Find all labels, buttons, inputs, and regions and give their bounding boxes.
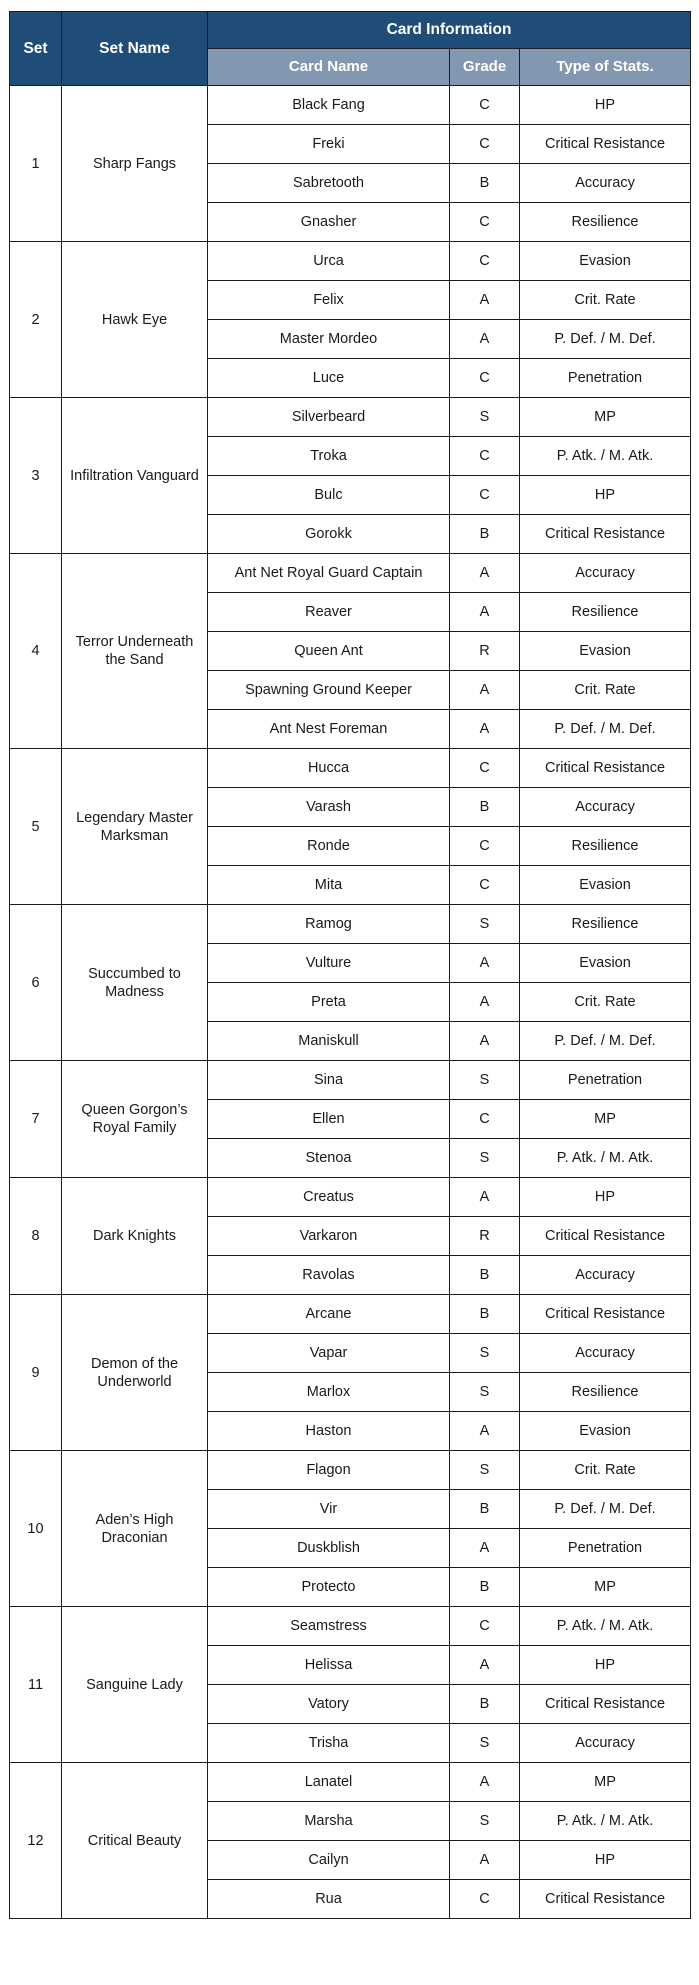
set-number-cell: 11 xyxy=(10,1607,62,1763)
stat-type-cell: P. Def. / M. Def. xyxy=(520,1022,691,1061)
stat-type-cell: HP xyxy=(520,1646,691,1685)
card-name-cell: Ronde xyxy=(208,827,450,866)
card-name-cell: Black Fang xyxy=(208,86,450,125)
card-name-cell: Vir xyxy=(208,1490,450,1529)
stat-type-cell: Critical Resistance xyxy=(520,1295,691,1334)
stat-type-cell: Penetration xyxy=(520,1529,691,1568)
card-name-cell: Spawning Ground Keeper xyxy=(208,671,450,710)
stat-type-cell: Resilience xyxy=(520,203,691,242)
stat-type-cell: Evasion xyxy=(520,944,691,983)
set-number-cell: 7 xyxy=(10,1061,62,1178)
stat-type-cell: Critical Resistance xyxy=(520,1217,691,1256)
card-name-cell: Urca xyxy=(208,242,450,281)
stat-type-cell: P. Atk. / M. Atk. xyxy=(520,1802,691,1841)
card-name-cell: Ramog xyxy=(208,905,450,944)
stat-type-cell: Evasion xyxy=(520,866,691,905)
card-name-cell: Sina xyxy=(208,1061,450,1100)
card-name-cell: Ellen xyxy=(208,1100,450,1139)
card-name-cell: Freki xyxy=(208,125,450,164)
card-name-cell: Lanatel xyxy=(208,1763,450,1802)
set-name-cell: Dark Knights xyxy=(62,1178,208,1295)
card-name-cell: Cailyn xyxy=(208,1841,450,1880)
grade-cell: C xyxy=(450,86,520,125)
grade-cell: C xyxy=(450,437,520,476)
grade-cell: S xyxy=(450,1334,520,1373)
stat-type-cell: Evasion xyxy=(520,242,691,281)
card-name-cell: Gnasher xyxy=(208,203,450,242)
stat-type-cell: Resilience xyxy=(520,827,691,866)
set-number-cell: 6 xyxy=(10,905,62,1061)
stat-type-cell: Critical Resistance xyxy=(520,1880,691,1919)
grade-cell: C xyxy=(450,1607,520,1646)
set-number-cell: 10 xyxy=(10,1451,62,1607)
grade-cell: B xyxy=(450,1490,520,1529)
card-name-cell: Stenoa xyxy=(208,1139,450,1178)
table-body xyxy=(10,86,691,1919)
grade-cell: C xyxy=(450,125,520,164)
type-column-header: Type of Stats. xyxy=(520,49,691,86)
table-row xyxy=(10,1178,691,1217)
card-information-header: Card Information xyxy=(208,12,691,49)
set-name-cell: Aden’s High Draconian xyxy=(62,1451,208,1607)
stat-type-cell: Crit. Rate xyxy=(520,671,691,710)
card-name-cell: Arcane xyxy=(208,1295,450,1334)
grade-cell: C xyxy=(450,1100,520,1139)
grade-cell: C xyxy=(450,749,520,788)
card-sets-table xyxy=(9,11,691,1919)
set-name-cell: Terror Underneath the Sand xyxy=(62,554,208,749)
card-name-cell: Duskblish xyxy=(208,1529,450,1568)
card-name-cell: Sabretooth xyxy=(208,164,450,203)
set-column-header: Set xyxy=(10,12,62,86)
table-row xyxy=(10,905,691,944)
stat-type-cell: Evasion xyxy=(520,1412,691,1451)
card-name-cell: Trisha xyxy=(208,1724,450,1763)
stat-type-cell: Accuracy xyxy=(520,554,691,593)
grade-column-header: Grade xyxy=(450,49,520,86)
stat-type-cell: HP xyxy=(520,86,691,125)
stat-type-cell: P. Atk. / M. Atk. xyxy=(520,1607,691,1646)
set-number-cell: 8 xyxy=(10,1178,62,1295)
grade-cell: S xyxy=(450,1139,520,1178)
grade-cell: C xyxy=(450,827,520,866)
set-name-cell: Demon of the Underworld xyxy=(62,1295,208,1451)
table-row xyxy=(10,749,691,788)
set-number-cell: 4 xyxy=(10,554,62,749)
stat-type-cell: MP xyxy=(520,1100,691,1139)
stat-type-cell: Critical Resistance xyxy=(520,515,691,554)
grade-cell: C xyxy=(450,476,520,515)
card-name-cell: Maniskull xyxy=(208,1022,450,1061)
stat-type-cell: HP xyxy=(520,1178,691,1217)
stat-type-cell: Crit. Rate xyxy=(520,281,691,320)
grade-cell: B xyxy=(450,1256,520,1295)
stat-type-cell: MP xyxy=(520,1568,691,1607)
table-row xyxy=(10,1061,691,1100)
card-name-cell: Rua xyxy=(208,1880,450,1919)
card-name-cell: Silverbeard xyxy=(208,398,450,437)
grade-cell: A xyxy=(450,1646,520,1685)
grade-cell: A xyxy=(450,281,520,320)
set-name-column-header: Set Name xyxy=(62,12,208,86)
table-row xyxy=(10,242,691,281)
stat-type-cell: Evasion xyxy=(520,632,691,671)
stat-type-cell: Accuracy xyxy=(520,1334,691,1373)
card-name-cell: Gorokk xyxy=(208,515,450,554)
card-name-cell: Preta xyxy=(208,983,450,1022)
card-name-cell: Vulture xyxy=(208,944,450,983)
stat-type-cell: Accuracy xyxy=(520,164,691,203)
stat-type-cell: P. Atk. / M. Atk. xyxy=(520,1139,691,1178)
grade-cell: A xyxy=(450,1763,520,1802)
grade-cell: C xyxy=(450,866,520,905)
stat-type-cell: Resilience xyxy=(520,1373,691,1412)
stat-type-cell: HP xyxy=(520,1841,691,1880)
card-name-cell: Felix xyxy=(208,281,450,320)
card-name-cell: Creatus xyxy=(208,1178,450,1217)
table-row xyxy=(10,1295,691,1334)
grade-cell: A xyxy=(450,671,520,710)
grade-cell: A xyxy=(450,1529,520,1568)
set-number-cell: 2 xyxy=(10,242,62,398)
table-row xyxy=(10,1607,691,1646)
card-name-cell: Flagon xyxy=(208,1451,450,1490)
grade-cell: A xyxy=(450,593,520,632)
set-number-cell: 12 xyxy=(10,1763,62,1919)
card-name-cell: Mita xyxy=(208,866,450,905)
card-name-cell: Seamstress xyxy=(208,1607,450,1646)
grade-cell: A xyxy=(450,983,520,1022)
card-name-cell: Marlox xyxy=(208,1373,450,1412)
grade-cell: S xyxy=(450,1802,520,1841)
set-name-cell: Hawk Eye xyxy=(62,242,208,398)
stat-type-cell: Crit. Rate xyxy=(520,983,691,1022)
card-name-cell: Luce xyxy=(208,359,450,398)
stat-type-cell: P. Def. / M. Def. xyxy=(520,320,691,359)
table-row xyxy=(10,554,691,593)
grade-cell: R xyxy=(450,632,520,671)
card-name-cell: Varkaron xyxy=(208,1217,450,1256)
table-row xyxy=(10,86,691,125)
grade-cell: A xyxy=(450,944,520,983)
card-name-cell: Haston xyxy=(208,1412,450,1451)
stat-type-cell: Critical Resistance xyxy=(520,125,691,164)
stat-type-cell: Crit. Rate xyxy=(520,1451,691,1490)
stat-type-cell: MP xyxy=(520,1763,691,1802)
grade-cell: B xyxy=(450,515,520,554)
set-name-cell: Succumbed to Madness xyxy=(62,905,208,1061)
grade-cell: R xyxy=(450,1217,520,1256)
grade-cell: B xyxy=(450,788,520,827)
stat-type-cell: Accuracy xyxy=(520,1724,691,1763)
set-number-cell: 3 xyxy=(10,398,62,554)
grade-cell: C xyxy=(450,359,520,398)
card-name-cell: Vapar xyxy=(208,1334,450,1373)
set-name-cell: Legendary Master Marksman xyxy=(62,749,208,905)
grade-cell: A xyxy=(450,1841,520,1880)
card-name-cell: Marsha xyxy=(208,1802,450,1841)
table-header xyxy=(10,12,691,86)
set-number-cell: 9 xyxy=(10,1295,62,1451)
grade-cell: A xyxy=(450,320,520,359)
card-name-cell: Vatory xyxy=(208,1685,450,1724)
card-name-cell: Ravolas xyxy=(208,1256,450,1295)
card-name-cell: Ant Net Royal Guard Captain xyxy=(208,554,450,593)
card-name-cell: Varash xyxy=(208,788,450,827)
card-name-column-header: Card Name xyxy=(208,49,450,86)
table-row xyxy=(10,1451,691,1490)
stat-type-cell: P. Def. / M. Def. xyxy=(520,710,691,749)
grade-cell: B xyxy=(450,1295,520,1334)
stat-type-cell: Penetration xyxy=(520,359,691,398)
card-name-cell: Helissa xyxy=(208,1646,450,1685)
stat-type-cell: MP xyxy=(520,398,691,437)
stat-type-cell: Penetration xyxy=(520,1061,691,1100)
grade-cell: B xyxy=(450,1568,520,1607)
stat-type-cell: P. Atk. / M. Atk. xyxy=(520,437,691,476)
card-name-cell: Hucca xyxy=(208,749,450,788)
stat-type-cell: Accuracy xyxy=(520,788,691,827)
set-name-cell: Sharp Fangs xyxy=(62,86,208,242)
card-name-cell: Bulc xyxy=(208,476,450,515)
grade-cell: C xyxy=(450,1880,520,1919)
table-row xyxy=(10,398,691,437)
set-number-cell: 5 xyxy=(10,749,62,905)
set-number-cell: 1 xyxy=(10,86,62,242)
set-name-cell: Queen Gorgon’s Royal Family xyxy=(62,1061,208,1178)
grade-cell: S xyxy=(450,905,520,944)
grade-cell: S xyxy=(450,1061,520,1100)
table-row xyxy=(10,1763,691,1802)
set-name-cell: Critical Beauty xyxy=(62,1763,208,1919)
grade-cell: B xyxy=(450,164,520,203)
stat-type-cell: Resilience xyxy=(520,593,691,632)
stat-type-cell: Accuracy xyxy=(520,1256,691,1295)
set-name-cell: Sanguine Lady xyxy=(62,1607,208,1763)
grade-cell: A xyxy=(450,554,520,593)
grade-cell: A xyxy=(450,710,520,749)
grade-cell: A xyxy=(450,1412,520,1451)
card-name-cell: Reaver xyxy=(208,593,450,632)
card-name-cell: Queen Ant xyxy=(208,632,450,671)
grade-cell: S xyxy=(450,1451,520,1490)
stat-type-cell: Critical Resistance xyxy=(520,749,691,788)
grade-cell: B xyxy=(450,1685,520,1724)
stat-type-cell: Critical Resistance xyxy=(520,1685,691,1724)
card-name-cell: Master Mordeo xyxy=(208,320,450,359)
card-name-cell: Ant Nest Foreman xyxy=(208,710,450,749)
stat-type-cell: Resilience xyxy=(520,905,691,944)
grade-cell: C xyxy=(450,242,520,281)
set-name-cell: Infiltration Vanguard xyxy=(62,398,208,554)
card-name-cell: Protecto xyxy=(208,1568,450,1607)
grade-cell: A xyxy=(450,1022,520,1061)
grade-cell: S xyxy=(450,1373,520,1412)
grade-cell: S xyxy=(450,398,520,437)
grade-cell: A xyxy=(450,1178,520,1217)
stat-type-cell: HP xyxy=(520,476,691,515)
stat-type-cell: P. Def. / M. Def. xyxy=(520,1490,691,1529)
grade-cell: S xyxy=(450,1724,520,1763)
card-name-cell: Troka xyxy=(208,437,450,476)
grade-cell: C xyxy=(450,203,520,242)
